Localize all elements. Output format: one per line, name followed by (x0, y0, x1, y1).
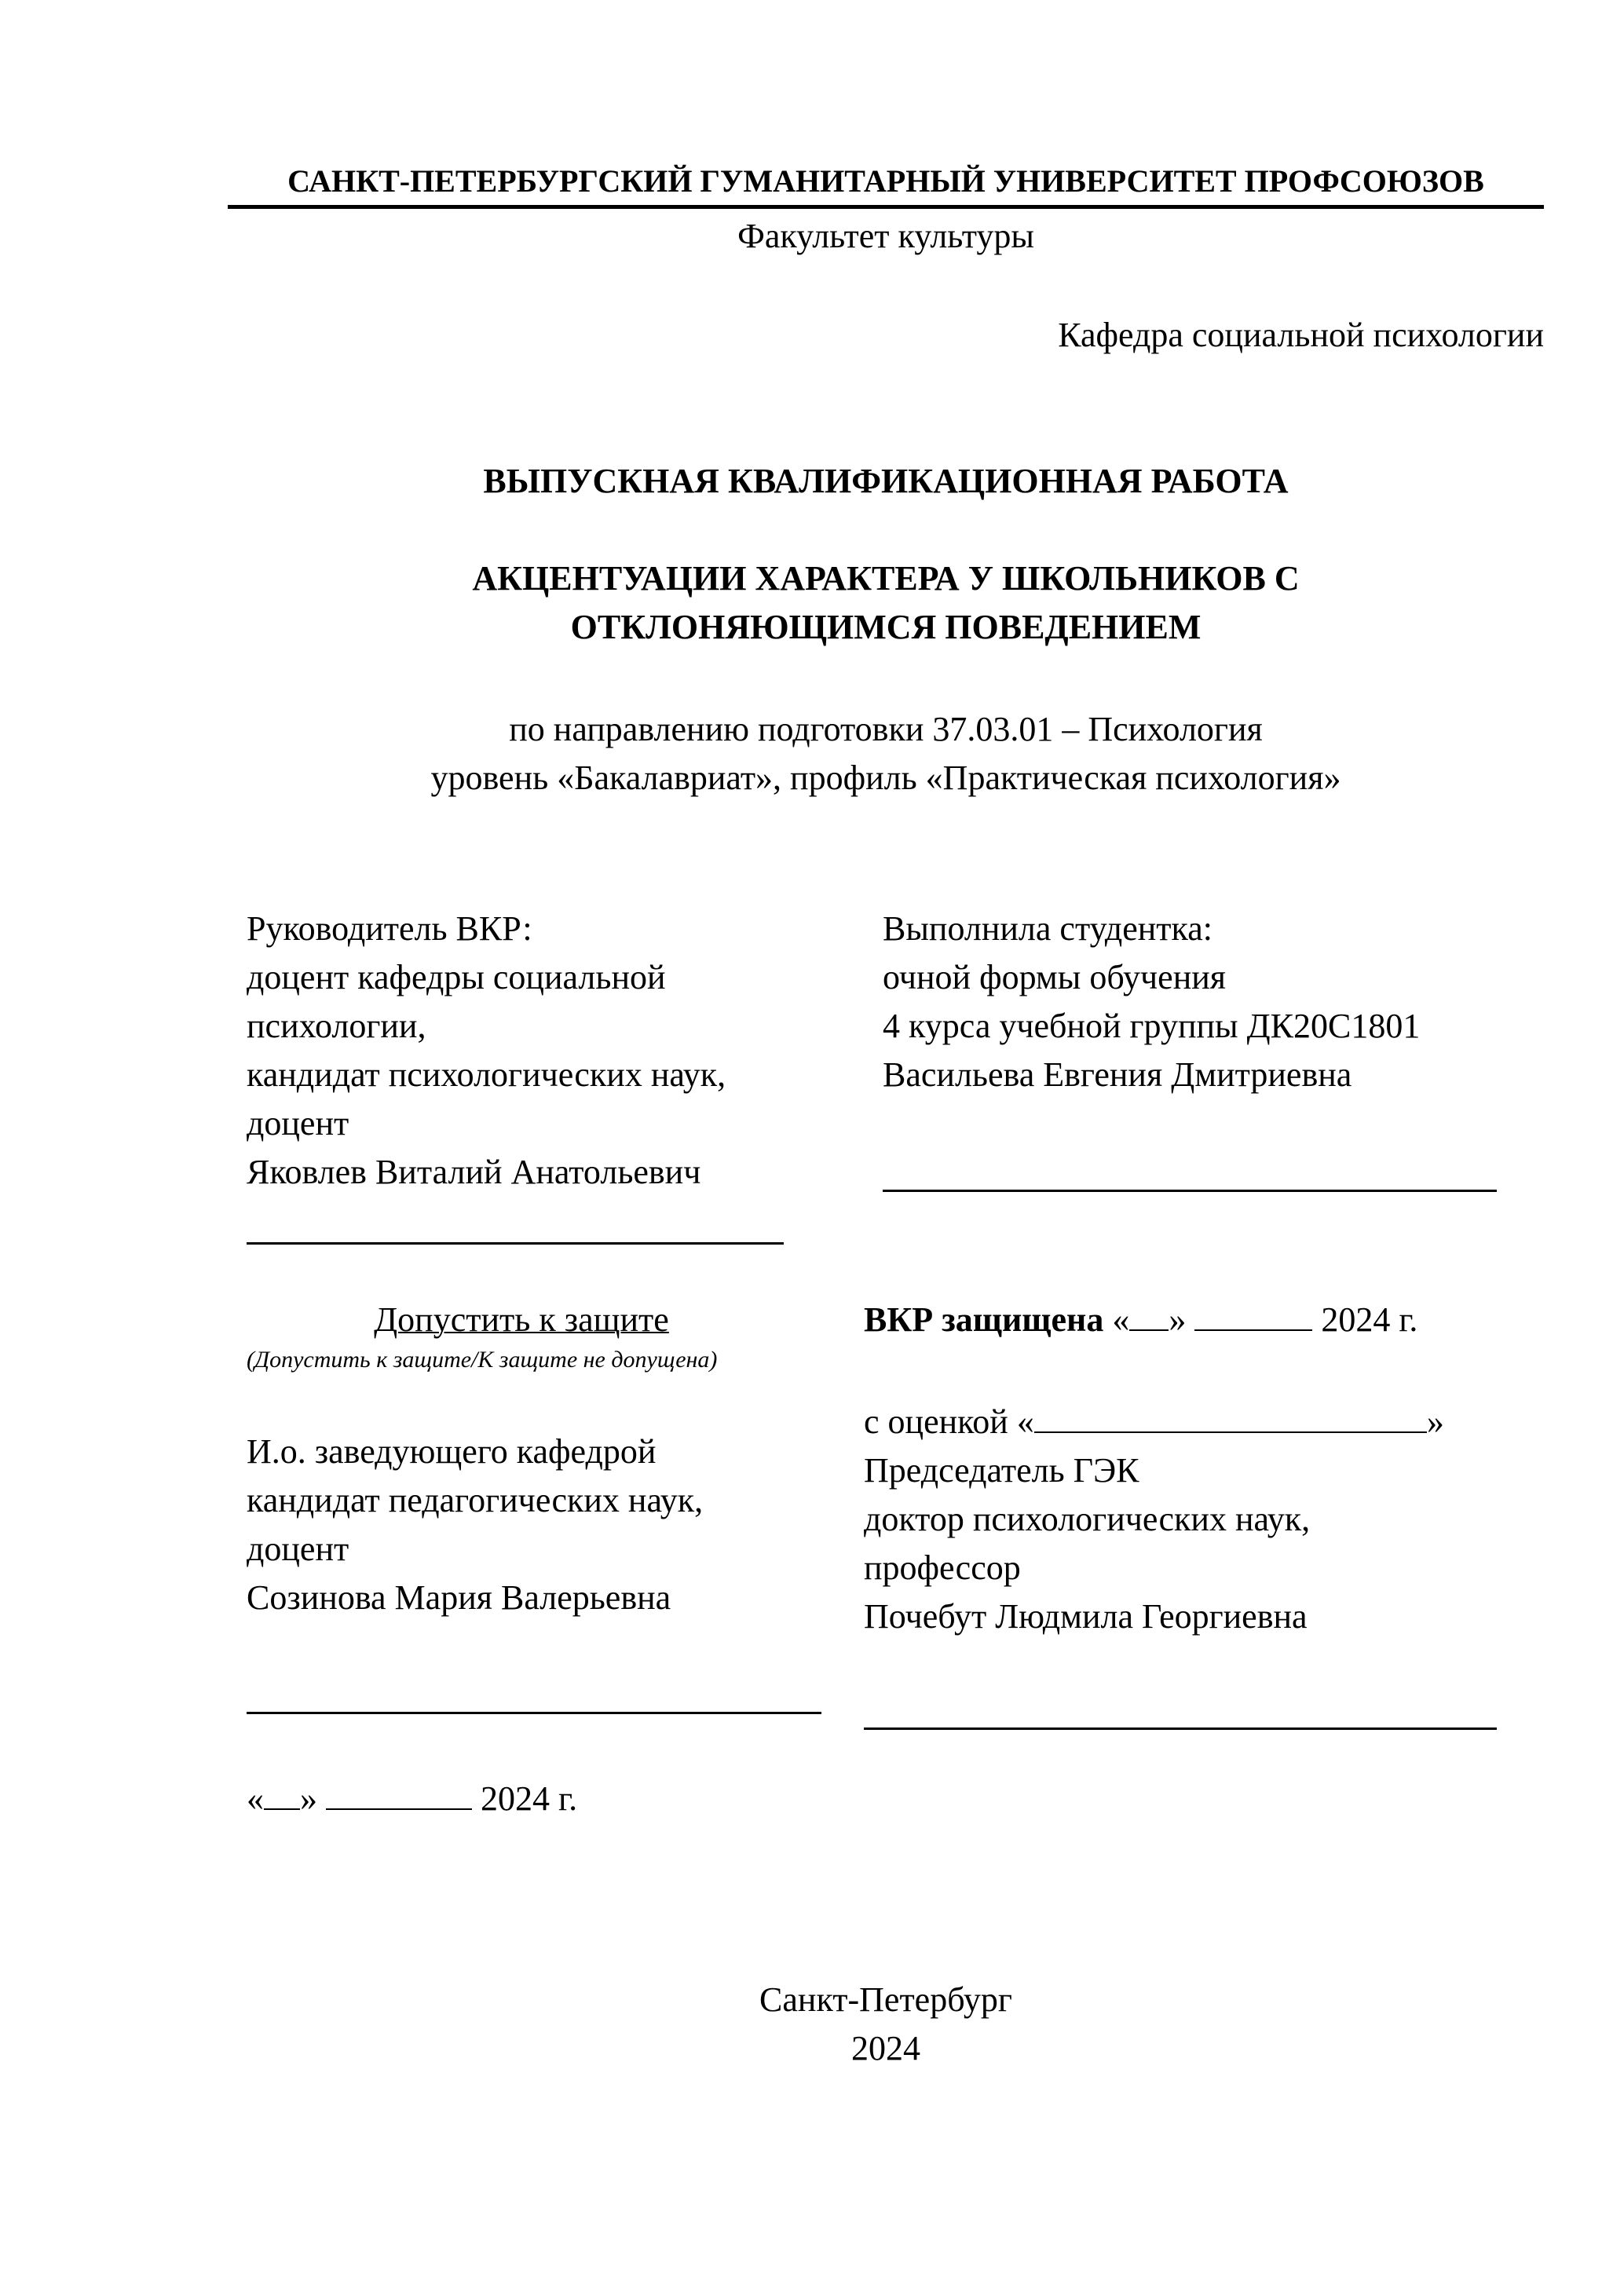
chair-signature-line[interactable] (864, 1727, 1497, 1730)
date-open-quote: « (247, 1779, 264, 1818)
chair-line: доктор психологических наук, (864, 1500, 1311, 1538)
grade-field[interactable] (1034, 1402, 1427, 1433)
student-line: 4 курса учебной группы ДК20С1801 (883, 1007, 1421, 1045)
defense-day-field[interactable] (1129, 1300, 1169, 1331)
defense-grade (864, 1398, 1444, 1446)
university-name: САНКТ-ПЕТЕРБУРГСКИЙ ГУМАНИТАРНЫЙ УНИВЕРСИТЕТ ПРОФСОЮЗОВ (287, 163, 1484, 199)
supervisor-block (247, 905, 726, 1197)
defense-date (864, 1296, 1417, 1344)
head-name: Созинова Мария Валерьевна (247, 1578, 671, 1617)
admission-options-hint: (Допустить к защите/К защите не допущена) (247, 1347, 718, 1373)
date-close-quote: » (300, 1779, 317, 1818)
header-divider (228, 205, 1544, 209)
chair-name: Почебут Людмила Георгиевна (864, 1597, 1308, 1636)
student-line: очной формы обучения (883, 958, 1227, 996)
date-day-field[interactable] (264, 1779, 300, 1810)
date-month-field[interactable] (326, 1779, 472, 1810)
chair-line: профессор (864, 1548, 1021, 1587)
head-line: доцент (247, 1530, 349, 1568)
supervisor-signature-line[interactable] (247, 1242, 784, 1245)
defense-label: ВКР защищена (864, 1300, 1104, 1339)
head-signature-line[interactable] (247, 1712, 821, 1714)
department-name: Кафедра социальной психологии (1058, 316, 1544, 354)
admission-date (247, 1775, 577, 1823)
supervisor-name: Яковлев Виталий Анатольевич (247, 1153, 701, 1191)
supervisor-label: Руководитель ВКР: (247, 909, 532, 948)
topic-title-line1: АКЦЕНТУАЦИИ ХАРАКТЕРА У ШКОЛЬНИКОВ С (472, 559, 1300, 598)
defense-close-quote: » (1169, 1300, 1187, 1339)
defense-year: 2024 г. (1321, 1300, 1418, 1339)
direction-line1: по направлению подготовки 37.03.01 – Психология (509, 710, 1263, 748)
student-name: Васильева Евгения Дмитриевна (883, 1055, 1352, 1094)
date-year: 2024 г. (481, 1779, 578, 1818)
year: 2024 (851, 2029, 920, 2067)
supervisor-line: доцент кафедры социальной (247, 958, 666, 996)
student-label: Выполнила студентка: (883, 909, 1213, 948)
grade-label: с оценкой « (864, 1402, 1034, 1441)
defense-open-quote: « (1112, 1300, 1130, 1339)
grade-close-quote: » (1426, 1402, 1444, 1441)
supervisor-line: кандидат психологических наук, (247, 1055, 726, 1094)
city: Санкт-Петербург (759, 1980, 1012, 2019)
student-signature-line[interactable] (883, 1190, 1497, 1192)
topic-title-line2: ОТКЛОНЯЮЩИМСЯ ПОВЕДЕНИЕМ (570, 608, 1202, 646)
head-line: кандидат педагогических наук, (247, 1481, 704, 1519)
chair-line: Председатель ГЭК (864, 1451, 1139, 1490)
direction-line2: уровень «Бакалавриат», профиль «Практическая психология» (430, 759, 1341, 797)
commission-chair-block (864, 1446, 1310, 1641)
work-type-title: ВЫПУСКНАЯ КВАЛИФИКАЦИОННАЯ РАБОТА (483, 462, 1289, 500)
admission-decision: Допустить к защите (374, 1300, 669, 1339)
head-of-department-block (247, 1428, 703, 1622)
supervisor-line: психологии, (247, 1007, 426, 1045)
head-line: И.о. заведующего кафедрой (247, 1432, 657, 1471)
student-block (883, 905, 1420, 1099)
faculty-name: Факультет культуры (737, 217, 1034, 255)
supervisor-line: доцент (247, 1104, 349, 1143)
defense-month-field[interactable] (1194, 1300, 1312, 1331)
